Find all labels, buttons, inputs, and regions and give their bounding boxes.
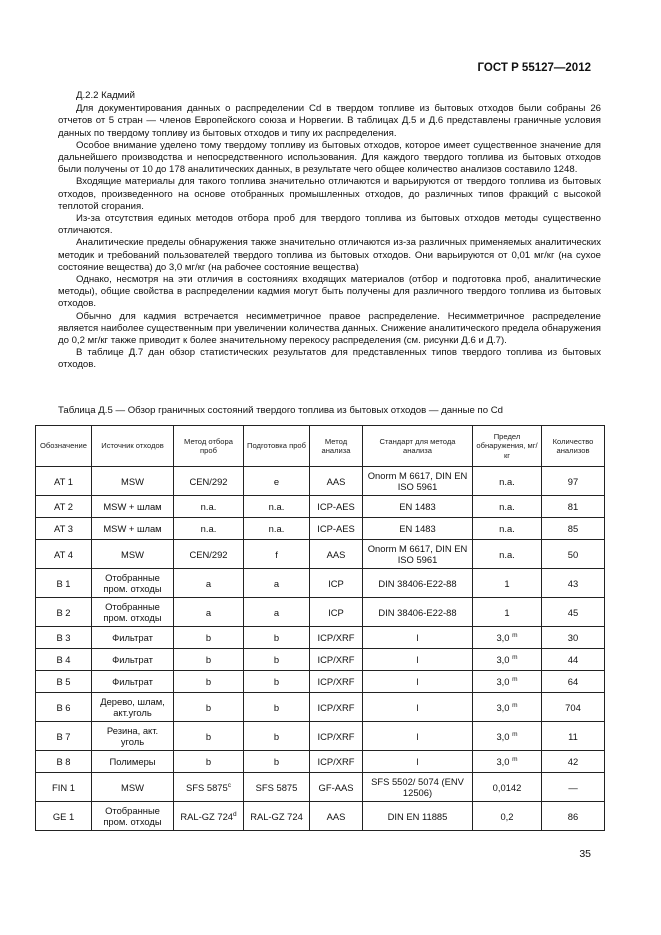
cell-value: Резина, акт. уголь bbox=[106, 725, 159, 747]
table-cell-method bbox=[310, 518, 363, 540]
table-cell-count bbox=[542, 518, 605, 540]
cell-value: n.a. bbox=[200, 501, 217, 512]
table-cell-method bbox=[310, 751, 363, 773]
cell-value: ICP-AES bbox=[317, 523, 355, 534]
cell-value: 97 bbox=[567, 475, 579, 487]
table-cell-id bbox=[36, 467, 92, 496]
table-cell-prep bbox=[244, 467, 310, 496]
table-cell-limit bbox=[473, 540, 542, 569]
table-cell-count bbox=[542, 569, 605, 598]
cell-value: 1 bbox=[504, 577, 510, 589]
cell-value: B 1 bbox=[56, 577, 71, 589]
table-cell-standard bbox=[363, 773, 473, 802]
table-cell-sampling bbox=[174, 773, 244, 802]
cell-value: — bbox=[568, 781, 578, 793]
table-cell-id bbox=[36, 671, 92, 693]
cell-value: 3,0 bbox=[496, 676, 510, 687]
table-cell-sampling bbox=[174, 671, 244, 693]
cell-value: b bbox=[205, 701, 212, 713]
table-cell-limit bbox=[473, 649, 542, 671]
table-row bbox=[36, 693, 605, 722]
cell-value: b bbox=[205, 676, 212, 687]
cell-value: a bbox=[205, 577, 212, 589]
cell-value: DIN 38406-E22-88 bbox=[378, 577, 457, 589]
cell-value: b bbox=[273, 632, 280, 643]
table-cell-count bbox=[542, 802, 605, 831]
cell-value: Отобранные пром. отходы bbox=[103, 572, 162, 594]
cell-value: Отобранные пром. отходы bbox=[103, 805, 162, 827]
table-cell-count bbox=[542, 649, 605, 671]
cell-value: B 8 bbox=[56, 756, 71, 767]
table-cell-prep bbox=[244, 569, 310, 598]
table-cell-method bbox=[310, 722, 363, 751]
table-cell-prep bbox=[244, 671, 310, 693]
cell-value: MSW bbox=[121, 781, 144, 793]
table-cell-prep bbox=[244, 627, 310, 649]
cell-value: ICP-AES bbox=[317, 501, 355, 512]
table-cell-id bbox=[36, 627, 92, 649]
table-cell-sampling bbox=[174, 751, 244, 773]
cell-value: AT 4 bbox=[54, 548, 73, 560]
table-cell-source bbox=[92, 671, 174, 693]
table-cell-method bbox=[310, 569, 363, 598]
cell-value: FIN 1 bbox=[52, 781, 75, 793]
table-cell-sampling bbox=[174, 467, 244, 496]
cell-value: ICP/XRF bbox=[317, 654, 355, 665]
table-cell-limit bbox=[473, 802, 542, 831]
cell-value: n.a. bbox=[268, 501, 285, 512]
footnote-mark: m bbox=[512, 675, 518, 683]
table-cell-count bbox=[542, 693, 605, 722]
cell-value: ICP/XRF bbox=[317, 730, 355, 742]
table-cell-prep bbox=[244, 649, 310, 671]
column-header: Подготовка проб bbox=[244, 426, 310, 467]
table-cell-id bbox=[36, 693, 92, 722]
cell-value: b bbox=[205, 730, 212, 742]
table-cell-method bbox=[310, 627, 363, 649]
cell-value: Дерево, шлам, акт.уголь bbox=[100, 696, 165, 718]
table-cell-method bbox=[310, 540, 363, 569]
table-cell-limit bbox=[473, 671, 542, 693]
table-cell-standard bbox=[363, 649, 473, 671]
cell-value: b bbox=[273, 676, 280, 687]
cell-value: 85 bbox=[567, 523, 579, 534]
table-cell-source bbox=[92, 751, 174, 773]
cell-value: Onorm M 6617, DIN EN ISO 5961 bbox=[367, 470, 468, 492]
table-cell-limit bbox=[473, 569, 542, 598]
cell-value: SFS 5875 bbox=[186, 781, 228, 793]
cell-value: GE 1 bbox=[52, 810, 75, 822]
document-code: ГОСТ Р 55127—2012 bbox=[477, 62, 591, 74]
table-cell-count bbox=[542, 598, 605, 627]
cell-value: 3,0 bbox=[496, 730, 510, 742]
table-row bbox=[36, 518, 605, 540]
cell-value: Фильтрат bbox=[112, 654, 153, 665]
cell-value: EN 1483 bbox=[399, 523, 436, 534]
cell-value: b bbox=[273, 756, 280, 767]
cell-value: ICP/XRF bbox=[317, 676, 355, 687]
cell-value: 42 bbox=[567, 756, 579, 767]
table-cell-sampling bbox=[174, 598, 244, 627]
cell-value: 86 bbox=[567, 810, 579, 822]
column-header: Метод отбора проб bbox=[174, 426, 244, 467]
cell-value: b bbox=[205, 756, 212, 767]
cell-value: b bbox=[273, 654, 280, 665]
footnote-mark: d bbox=[233, 810, 237, 818]
table-cell-standard bbox=[363, 627, 473, 649]
paragraph: Обычно для кадмия встречается несимметричное правое распределение. Несимметричное распределение является наиболее существенным при увеличении количества данных. Снижение аналитического предела обнаружения до 0,2 мг/кг также приводит к более значительному перекосу распределения (см. рисунки Д.6 и Д.7). bbox=[58, 310, 601, 347]
table-cell-standard bbox=[363, 518, 473, 540]
table-cell-limit bbox=[473, 627, 542, 649]
table-cell-standard bbox=[363, 540, 473, 569]
table-cell-standard bbox=[363, 751, 473, 773]
footnote-mark: m bbox=[512, 701, 518, 709]
table-cell-standard bbox=[363, 802, 473, 831]
table-cell-count bbox=[542, 751, 605, 773]
table-cell-limit bbox=[473, 496, 542, 518]
cell-value: B 2 bbox=[56, 606, 71, 618]
table-cell-id bbox=[36, 802, 92, 831]
table-cell-method bbox=[310, 467, 363, 496]
table-row bbox=[36, 598, 605, 627]
table-row bbox=[36, 569, 605, 598]
cell-value: l bbox=[416, 654, 419, 665]
cell-value: n.a. bbox=[499, 501, 515, 512]
cell-value: MSW + шлам bbox=[103, 523, 162, 534]
table-cell-method bbox=[310, 671, 363, 693]
cell-value: n.a. bbox=[499, 548, 515, 560]
table-cell-id bbox=[36, 751, 92, 773]
table-cell-standard bbox=[363, 671, 473, 693]
cell-value: 45 bbox=[567, 606, 579, 618]
cell-value: CEN/292 bbox=[189, 548, 228, 560]
cell-value: B 3 bbox=[56, 632, 71, 643]
cell-value: DIN 38406-E22-88 bbox=[378, 606, 457, 618]
cell-value: 3,0 bbox=[496, 756, 510, 767]
body-text bbox=[58, 90, 601, 372]
table-cell-source bbox=[92, 540, 174, 569]
footnote-mark: c bbox=[227, 781, 231, 789]
table-cell-source bbox=[92, 693, 174, 722]
table-cell-source bbox=[92, 722, 174, 751]
footnote-mark: m bbox=[512, 631, 518, 639]
cell-value: 1 bbox=[504, 606, 510, 618]
table-row bbox=[36, 467, 605, 496]
table-cell-method bbox=[310, 598, 363, 627]
cell-value: n.a. bbox=[200, 523, 217, 534]
column-header: Обозначение bbox=[36, 426, 92, 467]
cell-value: ICP bbox=[328, 606, 344, 618]
table-cell-sampling bbox=[174, 627, 244, 649]
table-cell-sampling bbox=[174, 722, 244, 751]
table-cell-limit bbox=[473, 751, 542, 773]
cell-value: Полимеры bbox=[109, 756, 156, 767]
table-cell-count bbox=[542, 627, 605, 649]
table-cell-prep bbox=[244, 518, 310, 540]
table-cell-prep bbox=[244, 598, 310, 627]
cell-value: ICP/XRF bbox=[317, 756, 355, 767]
table-cell-count bbox=[542, 773, 605, 802]
column-header: Предел обнаружения, мг/кг bbox=[473, 426, 542, 467]
cell-value: n.a. bbox=[499, 475, 515, 487]
table-cell-id bbox=[36, 722, 92, 751]
cell-value: B 6 bbox=[56, 701, 71, 713]
table-cell-sampling bbox=[174, 518, 244, 540]
table-cell-limit bbox=[473, 467, 542, 496]
table-cell-standard bbox=[363, 693, 473, 722]
table-cell-count bbox=[542, 722, 605, 751]
cell-value: AT 2 bbox=[54, 501, 73, 512]
cell-value: l bbox=[416, 701, 419, 713]
table-cell-prep bbox=[244, 540, 310, 569]
table-cell-source bbox=[92, 467, 174, 496]
table-cell-method bbox=[310, 802, 363, 831]
cell-value: MSW + шлам bbox=[103, 501, 162, 512]
cell-value: MSW bbox=[121, 548, 144, 560]
cell-value: b bbox=[205, 632, 212, 643]
cell-value: Фильтрат bbox=[112, 676, 153, 687]
footnote-mark: m bbox=[512, 730, 518, 738]
cell-value: ICP/XRF bbox=[317, 701, 355, 713]
paragraph: Особое внимание уделено тому твердому топливу из бытовых отходов, которое имеет существенное значение для дальнейшего производства и непосредственного использования. Для каждого твердого топлива из бытовых отходов были получены от 10 до 178 аналитических данных, в результате чего общее количество анализов составило 1248. bbox=[58, 139, 601, 176]
table-cell-method bbox=[310, 693, 363, 722]
cell-value: 50 bbox=[567, 548, 579, 560]
cell-value: 3,0 bbox=[496, 701, 510, 713]
table-cell-count bbox=[542, 540, 605, 569]
paragraph: Однако, несмотря на эти отличия в состояниях входящих материалов (отбор и подготовка проб, аналитические методы), общие свойства в распределении кадмия могут быть получены для различного твердого топлива из бытовых отходов. bbox=[58, 274, 601, 310]
cell-value: SFS 5502/ 5074 (ENV 12506) bbox=[371, 776, 464, 798]
table-cell-source bbox=[92, 518, 174, 540]
table-cell-source bbox=[92, 773, 174, 802]
column-header: Количество анализов bbox=[542, 426, 605, 467]
column-header: Метод анализа bbox=[310, 426, 363, 467]
table-cell-sampling bbox=[174, 496, 244, 518]
table-cell-source bbox=[92, 598, 174, 627]
section-title: Д.2.2 Кадмий bbox=[76, 90, 136, 101]
table-cell-id bbox=[36, 649, 92, 671]
cell-value: DIN EN 11885 bbox=[387, 810, 448, 822]
cell-value: 44 bbox=[567, 654, 579, 665]
cell-value: Onorm M 6617, DIN EN ISO 5961 bbox=[367, 543, 468, 565]
table-cell-id bbox=[36, 569, 92, 598]
cell-value: RAL-GZ 724 bbox=[180, 810, 233, 822]
cell-value: 0,0142 bbox=[492, 781, 522, 793]
cell-value: b bbox=[205, 654, 212, 665]
table-cell-count bbox=[542, 671, 605, 693]
cell-value: 704 bbox=[565, 701, 581, 713]
table-cell-id bbox=[36, 518, 92, 540]
table-title: Таблица Д.5 — Обзор граничных состояний твердого топлива из бытовых отходов — данные по Cd bbox=[58, 405, 503, 416]
cell-value: MSW bbox=[121, 475, 144, 487]
cell-value: 64 bbox=[567, 676, 579, 687]
paragraph: Входящие материалы для такого топлива значительно отличаются и варьируются от твердого топлива из бытовых отходов, произведенного на основе отобранных промышленных отходов, до различных типов фракций с высокой теплотой сгорания. bbox=[58, 176, 601, 212]
table-cell-method bbox=[310, 773, 363, 802]
table-cell-source bbox=[92, 496, 174, 518]
table-cell-id bbox=[36, 540, 92, 569]
table-row bbox=[36, 802, 605, 831]
table-row bbox=[36, 649, 605, 671]
table-cell-id bbox=[36, 773, 92, 802]
column-header: Источник отходов bbox=[92, 426, 174, 467]
table-row bbox=[36, 671, 605, 693]
table-row bbox=[36, 496, 605, 518]
cell-value: ICP bbox=[328, 577, 344, 589]
table-cell-count bbox=[542, 496, 605, 518]
cell-value: CEN/292 bbox=[189, 475, 228, 487]
cell-value: 3,0 bbox=[496, 654, 510, 665]
table-row bbox=[36, 540, 605, 569]
table-cell-method bbox=[310, 496, 363, 518]
table-cell-sampling bbox=[174, 649, 244, 671]
cell-value: 81 bbox=[567, 501, 579, 512]
table-cell-source bbox=[92, 627, 174, 649]
cell-value: l bbox=[416, 756, 419, 767]
table-cell-method bbox=[310, 649, 363, 671]
table-cell-limit bbox=[473, 722, 542, 751]
cell-value: a bbox=[205, 606, 212, 618]
table-cell-standard bbox=[363, 496, 473, 518]
cell-value: 3,0 bbox=[496, 632, 510, 643]
cell-value: 0,2 bbox=[500, 810, 514, 822]
cell-value: 11 bbox=[568, 730, 578, 742]
paragraph: Для документирования данных о распределении Cd в твердом топливе из бытовых отходов были собраны 26 отчетов от 5 стран — членов Европейского союза и Норвегии. В таблицах Д.5 и Д.6 представлены граничные условия данных по твердому топливу из бытовых отходов и типу их распределения. bbox=[58, 103, 601, 139]
table-header-row bbox=[36, 426, 605, 467]
cell-value: l bbox=[416, 632, 419, 643]
page-number: 35 bbox=[579, 848, 591, 860]
cell-value: 30 bbox=[567, 632, 579, 643]
table-row bbox=[36, 627, 605, 649]
table-cell-source bbox=[92, 802, 174, 831]
table-cell-sampling bbox=[174, 540, 244, 569]
column-header: Стандарт для метода анализа bbox=[363, 426, 473, 467]
table-cell-limit bbox=[473, 773, 542, 802]
cell-value: Фильтрат bbox=[112, 632, 153, 643]
cell-value: a bbox=[273, 606, 280, 618]
table-row bbox=[36, 722, 605, 751]
cell-value: B 4 bbox=[56, 654, 71, 665]
cell-value: e bbox=[273, 475, 280, 487]
cell-value: AAS bbox=[326, 810, 346, 822]
cell-value: b bbox=[273, 730, 280, 742]
data-table bbox=[35, 425, 605, 831]
table-cell-sampling bbox=[174, 693, 244, 722]
cell-value: l bbox=[416, 730, 419, 742]
cell-value: RAL-GZ 724 bbox=[250, 810, 303, 822]
cell-value: AAS bbox=[326, 548, 346, 560]
table-cell-standard bbox=[363, 569, 473, 598]
cell-value: f bbox=[275, 548, 278, 560]
cell-value: B 5 bbox=[56, 676, 71, 687]
table-cell-prep bbox=[244, 693, 310, 722]
table-cell-prep bbox=[244, 722, 310, 751]
cell-value: AAS bbox=[326, 475, 346, 487]
paragraph: В таблице Д.7 дан обзор статистических результатов для представленных типов твердого топлива из бытовых отходов. bbox=[58, 347, 601, 371]
table-cell-limit bbox=[473, 518, 542, 540]
cell-value: l bbox=[416, 676, 419, 687]
cell-value: AT 1 bbox=[54, 475, 73, 487]
table-cell-source bbox=[92, 569, 174, 598]
table-row bbox=[36, 773, 605, 802]
table-cell-limit bbox=[473, 693, 542, 722]
table-row bbox=[36, 751, 605, 773]
footnote-mark: m bbox=[512, 755, 518, 763]
table-cell-limit bbox=[473, 598, 542, 627]
table-cell-prep bbox=[244, 802, 310, 831]
cell-value: Отобранные пром. отходы bbox=[103, 601, 162, 623]
table-cell-sampling bbox=[174, 569, 244, 598]
cell-value: 43 bbox=[567, 577, 579, 589]
cell-value: GF-AAS bbox=[318, 781, 354, 793]
cell-value: b bbox=[273, 701, 280, 713]
cell-value: ICP/XRF bbox=[317, 632, 355, 643]
table-cell-standard bbox=[363, 598, 473, 627]
footnote-mark: m bbox=[512, 653, 518, 661]
table-body bbox=[36, 467, 605, 831]
cell-value: B 7 bbox=[56, 730, 71, 742]
table-cell-prep bbox=[244, 496, 310, 518]
cell-value: SFS 5875 bbox=[255, 781, 298, 793]
cell-value: AT 3 bbox=[54, 523, 73, 534]
table-cell-id bbox=[36, 598, 92, 627]
cell-value: n.a. bbox=[499, 523, 515, 534]
table-cell-id bbox=[36, 496, 92, 518]
table-cell-standard bbox=[363, 467, 473, 496]
paragraph: Аналитические пределы обнаружения также значительно отличаются из-за различных применяемых аналитических методик и требований пользователей твердого топлива из бытовых отходов. Они варьируются от 0,01 мг/кг (на сухое состояние вещества) до 3,0 мг/кг (на рабочее состояние вещества) bbox=[58, 237, 601, 273]
table-cell-prep bbox=[244, 751, 310, 773]
table-cell-prep bbox=[244, 773, 310, 802]
table-cell-sampling bbox=[174, 802, 244, 831]
table-cell-source bbox=[92, 649, 174, 671]
cell-value: n.a. bbox=[268, 523, 285, 534]
table-cell-standard bbox=[363, 722, 473, 751]
cell-value: a bbox=[273, 577, 280, 589]
cell-value: EN 1483 bbox=[399, 501, 436, 512]
table-cell-count bbox=[542, 467, 605, 496]
paragraph: Из-за отсутствия единых методов отбора проб для твердого топлива из бытовых отходов методы существенно отличаются. bbox=[58, 213, 601, 237]
